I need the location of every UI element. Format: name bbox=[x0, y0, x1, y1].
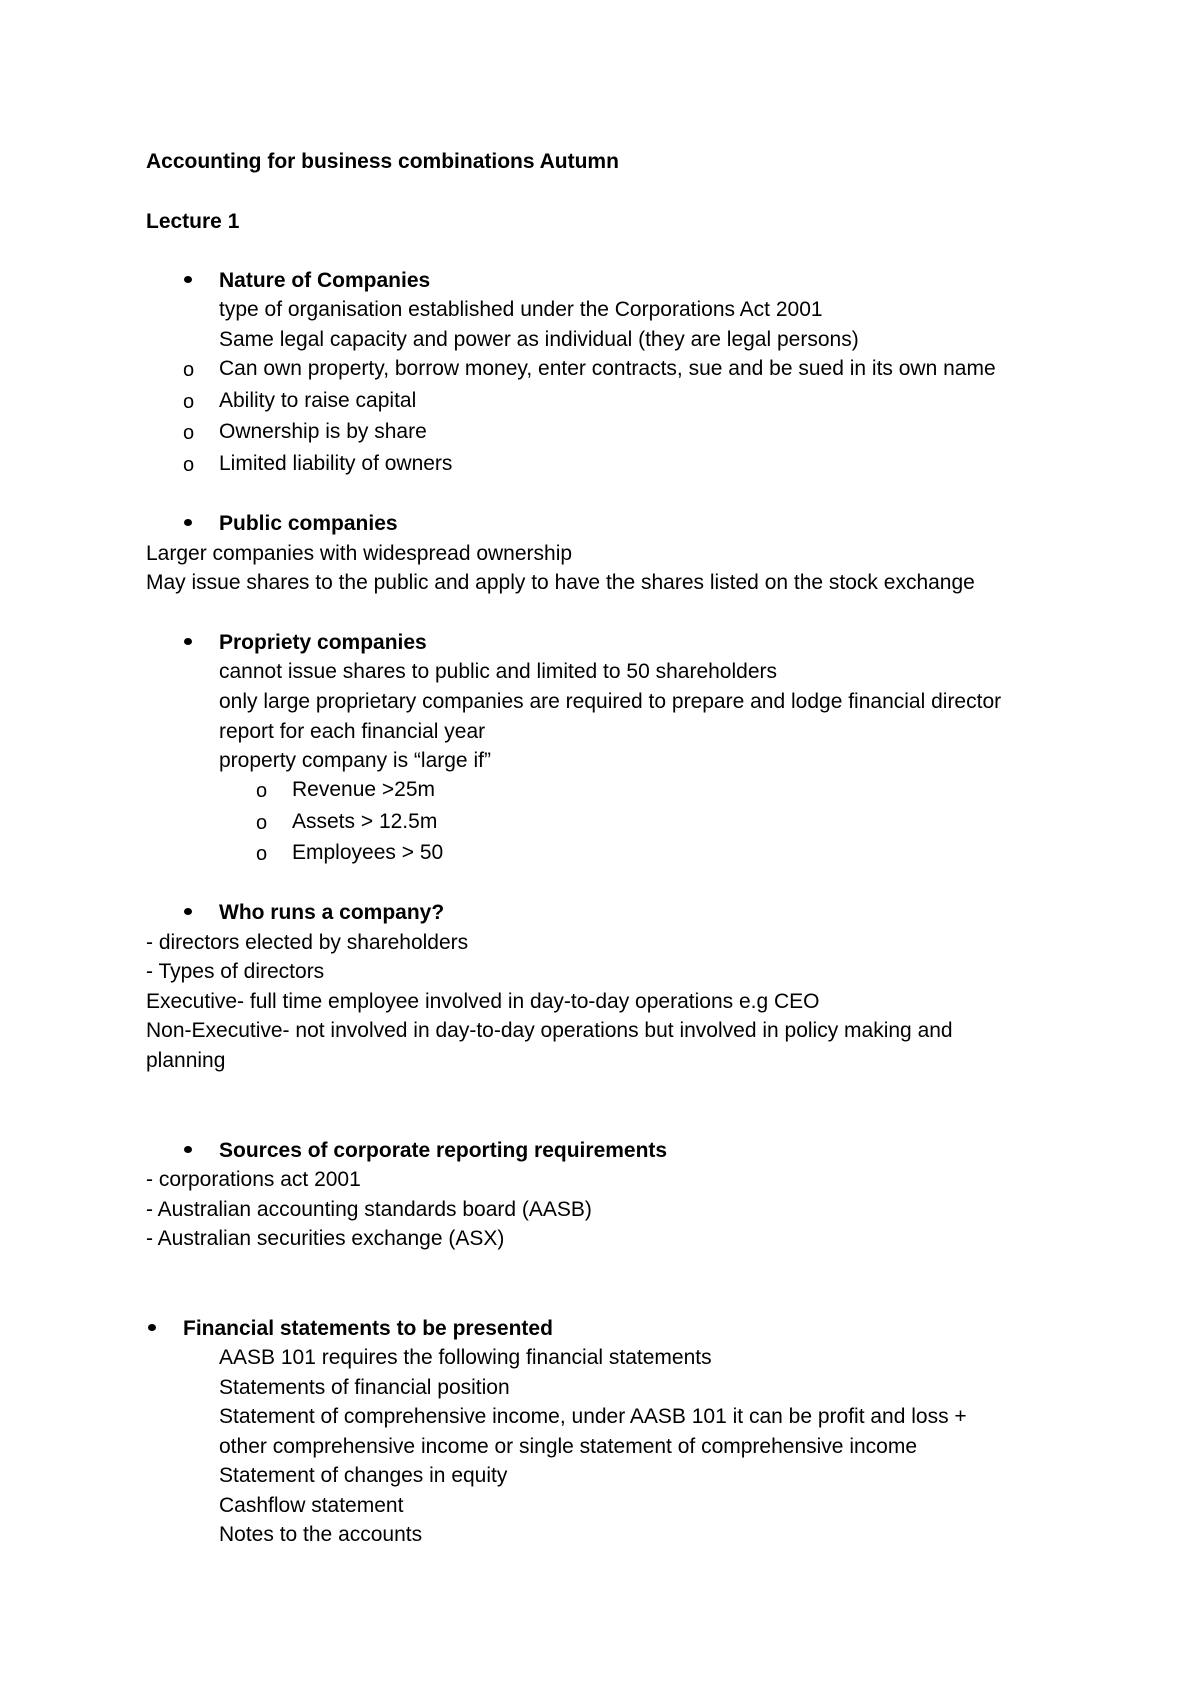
heading-who-runs-a-company: Who runs a company? bbox=[219, 901, 445, 924]
text-line: Same legal capacity and power as individual (they are legal persons) bbox=[219, 328, 859, 351]
heading-nature-of-companies: Nature of Companies bbox=[219, 269, 431, 292]
text-line: Larger companies with widespread ownership bbox=[146, 542, 573, 565]
text-line: Cashflow statement bbox=[219, 1494, 404, 1517]
text-line: Statement of changes in equity bbox=[219, 1464, 508, 1487]
text-line: - directors elected by shareholders bbox=[146, 931, 469, 954]
text-line: Non-Executive- not involved in day-to-day operations but involved in policy making and bbox=[146, 1019, 953, 1042]
list-item: Revenue >25m bbox=[292, 778, 436, 801]
text-line: AASB 101 requires the following financial statements bbox=[219, 1346, 712, 1369]
text-line: - Types of directors bbox=[146, 960, 325, 983]
text-line: Statements of financial position bbox=[219, 1376, 510, 1399]
heading-public-companies: Public companies bbox=[219, 512, 398, 535]
circle-bullet-icon: o bbox=[183, 454, 195, 476]
lecture-label: Lecture 1 bbox=[146, 210, 240, 233]
bullet-icon bbox=[184, 638, 192, 645]
circle-bullet-icon: o bbox=[183, 359, 195, 381]
circle-bullet-icon: o bbox=[256, 780, 268, 802]
text-line: - Australian securities exchange (ASX) bbox=[146, 1227, 505, 1250]
text-line: - Australian accounting standards board (AASB) bbox=[146, 1198, 592, 1221]
list-item: Assets > 12.5m bbox=[292, 810, 438, 833]
text-line: planning bbox=[146, 1049, 226, 1072]
list-item: Ability to raise capital bbox=[219, 389, 417, 412]
doc-title: Accounting for business combinations Autumn bbox=[146, 150, 619, 173]
text-line: cannot issue shares to public and limited to 50 shareholders bbox=[219, 660, 777, 683]
heading-financial-statements: Financial statements to be presented bbox=[183, 1317, 553, 1340]
text-line: May issue shares to the public and apply to have the shares listed on the stock exchange bbox=[146, 571, 975, 594]
text-line: report for each financial year bbox=[219, 720, 486, 743]
bullet-icon bbox=[184, 908, 192, 915]
bullet-icon bbox=[184, 276, 192, 283]
text-line: property company is “large if” bbox=[219, 749, 491, 772]
heading-propriety-companies: Propriety companies bbox=[219, 631, 427, 654]
circle-bullet-icon: o bbox=[256, 812, 268, 834]
text-line: Executive- full time employee involved in day-to-day operations e.g CEO bbox=[146, 990, 820, 1013]
circle-bullet-icon: o bbox=[256, 843, 268, 865]
list-item: Ownership is by share bbox=[219, 420, 427, 443]
list-item: Can own property, borrow money, enter contracts, sue and be sued in its own name bbox=[219, 357, 996, 380]
heading-sources-of-reporting-requirements: Sources of corporate reporting requirements bbox=[219, 1139, 668, 1162]
text-line: type of organisation established under the Corporations Act 2001 bbox=[219, 298, 823, 321]
bullet-icon bbox=[184, 519, 192, 526]
bullet-icon bbox=[148, 1324, 156, 1331]
text-line: only large proprietary companies are required to prepare and lodge financial director bbox=[219, 690, 1002, 713]
circle-bullet-icon: o bbox=[183, 391, 195, 413]
list-item: Employees > 50 bbox=[292, 841, 444, 864]
text-line: - corporations act 2001 bbox=[146, 1168, 361, 1191]
text-line: Statement of comprehensive income, under AASB 101 it can be profit and loss + bbox=[219, 1405, 967, 1428]
list-item: Limited liability of owners bbox=[219, 452, 453, 475]
text-line: Notes to the accounts bbox=[219, 1523, 423, 1546]
bullet-icon bbox=[184, 1146, 192, 1153]
text-line: other comprehensive income or single statement of comprehensive income bbox=[219, 1435, 918, 1458]
circle-bullet-icon: o bbox=[183, 422, 195, 444]
